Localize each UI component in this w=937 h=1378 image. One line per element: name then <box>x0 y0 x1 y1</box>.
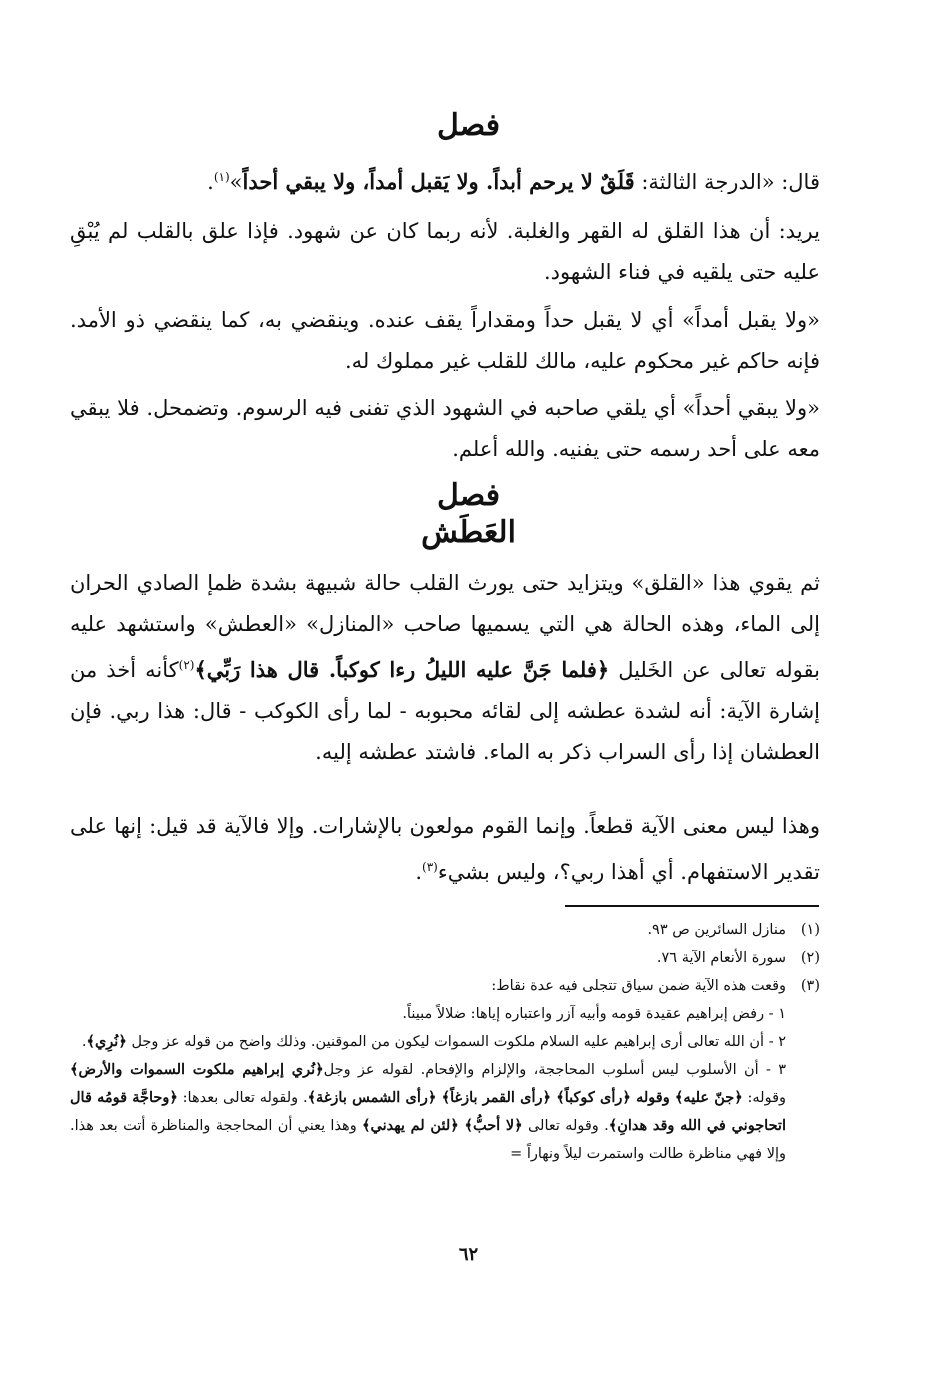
quran-verse: ﴿لا أحبُّ﴾ ﴿لئن لم يهدني﴾ <box>361 1117 523 1134</box>
paragraph-text: وهذا ليس معنى الآية قطعاً. وإنما القوم مولعون بالإشارات. وإلا فالآية قد قيل: إنها على تقدير الاستفهام. أي أهذا ربي؟، وليس بشيء <box>70 814 820 884</box>
footnote-ref[interactable]: (٣) <box>422 860 438 874</box>
paragraph: «ولا يبقي أحداً» أي يلقي صاحبه في الشهود الذي تفنى فيه الرسوم. وتضمحل. فلا يبقي معه على أحد رسمه حتى يفنيه. والله أعلم. <box>70 396 820 461</box>
footnote-item <box>70 972 820 1000</box>
paragraph-text: ثم يقوي هذا «القلق» ويتزايد حتى يورث القلب حالة شبيهة بشدة ظمإ الصادي الحران إلى الماء، وهذه الحالة هي التي يسميها صاحب «المنازل» «العطش» واستشهد عليه بقوله تعالى عن الخَليل <box>70 571 820 682</box>
footnote-ref[interactable]: (٢) <box>178 658 195 672</box>
footnote-point <box>70 1028 820 1056</box>
paragraph <box>70 563 820 773</box>
footnote-text: ٢ - أن الله تعالى أرى إبراهيم عليه السلام ملكوت السموات ليكون من الموقنين. وذلك واضح من قوله عز وجل <box>126 1034 786 1050</box>
footnote-number: (١) <box>800 922 820 938</box>
paragraph-text: كأنه أخذ من إشارة الآية: أنه لشدة عطشه إلى لقائه محبوبه - لما رأى الكوكب - قال: هذا ربي. فإن العطشان إذا رأى السراب ذكر به الماء. فاشتد عطشه إليه. <box>70 658 820 764</box>
paragraph: يريد: أن هذا القلق له القهر والغلبة. لأنه ربما كان عن شهود. فإذا علق بالقلب لم يُبْقِ عليه حتى يلقيه في فناء الشهود. <box>70 219 820 284</box>
quran-verse: ﴿جنّ عليه﴾ وقوله ﴿رأى كوكباً﴾ ﴿رأى القمر بازغاً﴾ ﴿رأى الشمس بازغة﴾ <box>307 1089 743 1106</box>
footnote-text: سورة الأنعام الآية ٧٦. <box>656 950 786 966</box>
quran-verse: ﴿فلما جَنَّ عليه الليلُ رءا كوكباً. قال هذا رَبِّي﴾ <box>194 657 610 682</box>
section-subheading: العَطَش <box>421 515 516 550</box>
footnote-ref[interactable]: (١) <box>213 170 230 184</box>
quote-close: » <box>229 170 243 194</box>
period: . <box>415 860 423 884</box>
paragraph <box>70 157 820 203</box>
section-heading: فصل <box>436 108 501 143</box>
quran-verse: ﴿نُري إبراهيم ملكوت السموات والأرض﴾ <box>70 1061 324 1078</box>
footnote-text: وقعت هذه الآية ضمن سياق تتجلى فيه عدة نقاط: <box>491 978 786 994</box>
footnote-text: . وقوله تعالى <box>522 1118 609 1134</box>
quote-bold: قَلَقٌ لا يرحم أبداً. ولا يَقبل أمداً، ولا يبقي أحداً <box>242 169 635 194</box>
footnote-text: وهذا يعني أن المحاججة والمناظرة أتت بعد هذا. وإلا فهي مناظرة طالت واستمرت ليلاً ونهاراً = <box>70 1118 786 1162</box>
footnote-text: . ولقوله تعالى بعدها: <box>177 1090 308 1106</box>
quran-verse: ﴿نُرِي﴾ <box>86 1033 127 1050</box>
footnote-item <box>70 916 820 944</box>
footnote-point <box>70 1056 820 1168</box>
footnote-text: . <box>81 1034 87 1050</box>
section-heading: فصل <box>436 478 501 513</box>
paragraph: «ولا يقبل أمداً» أي لا يقبل حداً ومقداراً يقف عنده. وينقضي به، كما ينقضي ذو الأمد. فإنه حاكم غير محكوم عليه، مالك للقلب غير مملوك له. <box>70 308 820 373</box>
footnote-text: منازل السائرين ص ٩٣. <box>647 922 786 938</box>
footnote-point: ١ - رفض إبراهيم عقيدة قومه وأبيه آزر واعتباره إياها: ضلالاً مبيناً. <box>402 1006 786 1022</box>
footnote-number: (٢) <box>800 950 820 966</box>
footnote-text: وقوله: <box>742 1090 787 1106</box>
quote-intro: قال: «الدرجة الثالثة: <box>634 170 820 194</box>
footnote-text: ٣ - أن الأسلوب ليس أسلوب المحاججة، والإلزام والإفحام. لقوله عز وجل <box>323 1062 786 1078</box>
page-number: ٦٢ <box>458 1244 479 1265</box>
footnote-number: (٣) <box>800 978 820 994</box>
footnotes <box>70 916 820 1168</box>
footnote-item <box>70 944 820 972</box>
paragraph <box>70 806 820 893</box>
footnote-divider <box>565 905 819 907</box>
period: . <box>207 170 214 194</box>
quran-verse: ﴿وحاجَّة قومُه قال اتحاجوني في الله وقد هدانِ﴾ <box>70 1089 786 1134</box>
